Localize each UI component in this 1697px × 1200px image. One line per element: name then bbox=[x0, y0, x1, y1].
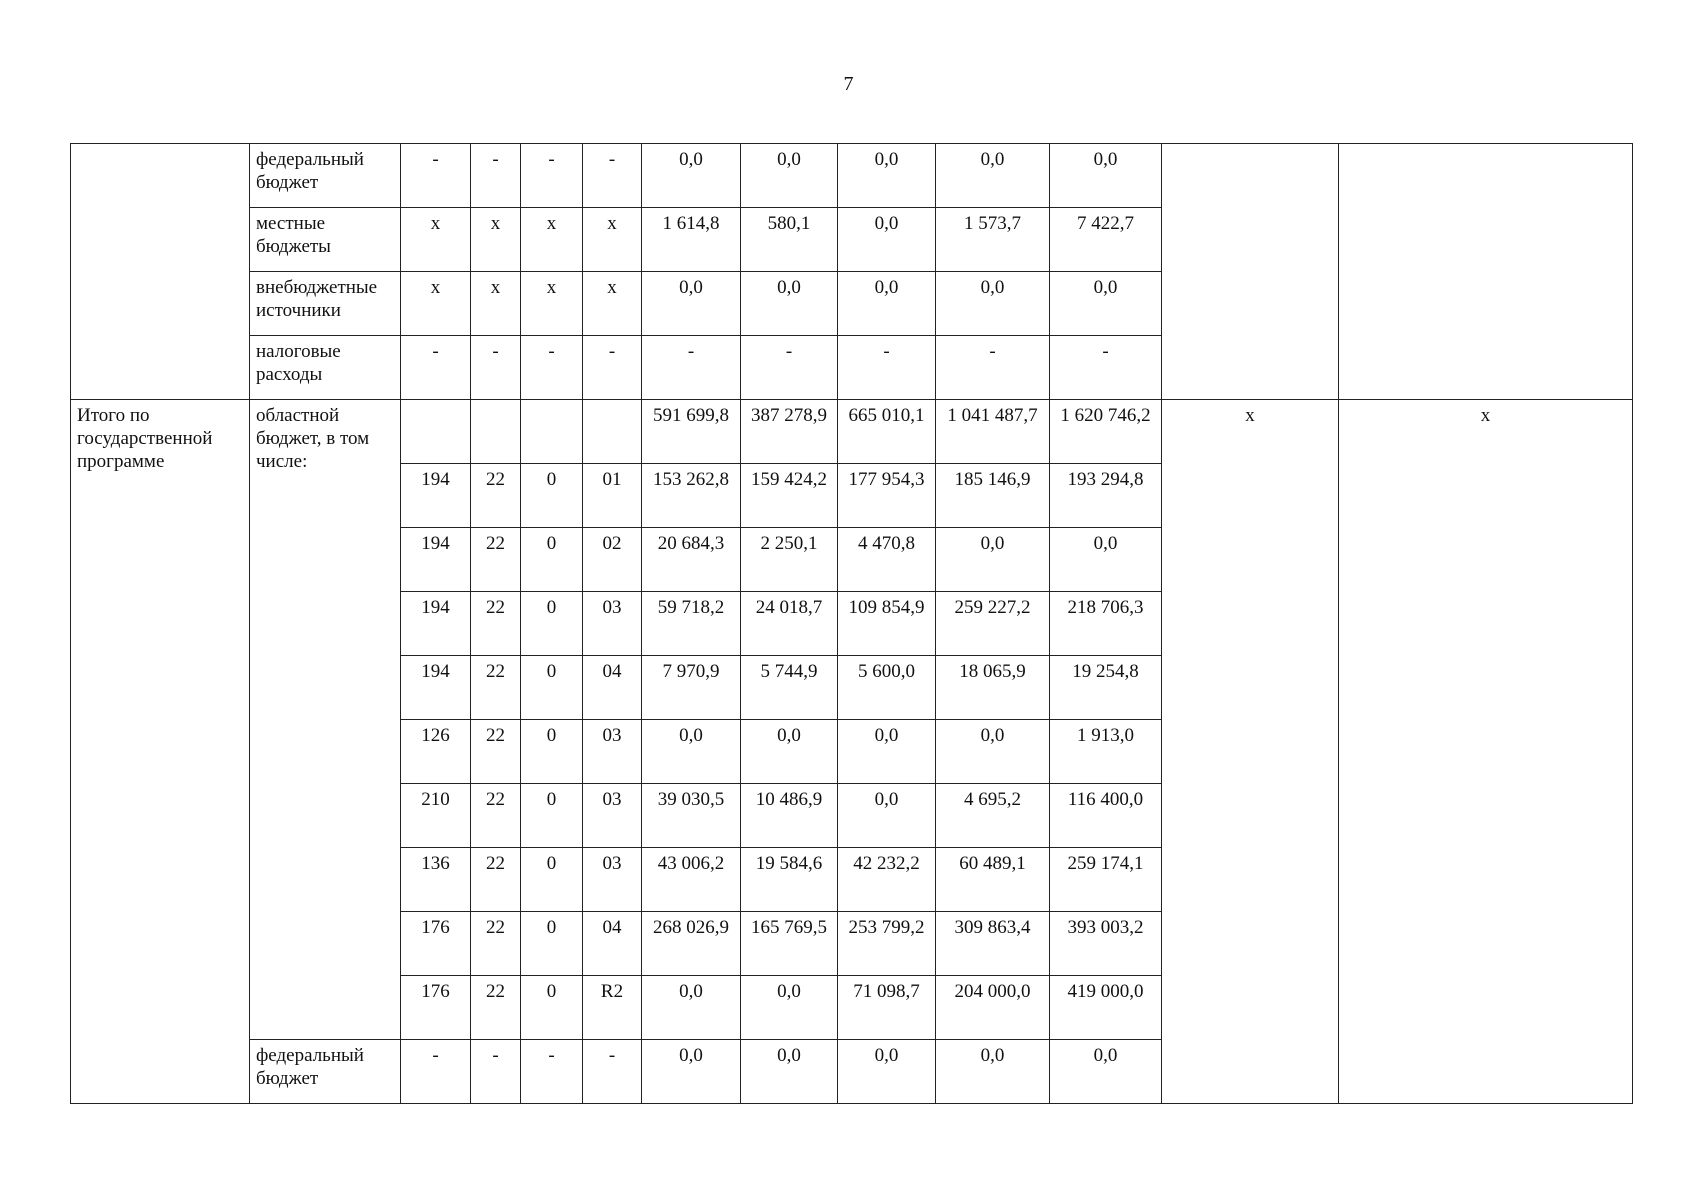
value-cell: 5 744,9 bbox=[741, 656, 838, 720]
code-cell: 04 bbox=[583, 912, 642, 976]
code-cell: - bbox=[401, 1040, 471, 1104]
code-cell: 22 bbox=[471, 720, 521, 784]
value-cell: 18 065,9 bbox=[936, 656, 1050, 720]
value-cell: 580,1 bbox=[741, 208, 838, 272]
value-cell: 1 573,7 bbox=[936, 208, 1050, 272]
code-cell: R2 bbox=[583, 976, 642, 1040]
value-cell: 2 250,1 bbox=[741, 528, 838, 592]
code-cell: 210 bbox=[401, 784, 471, 848]
value-cell: 71 098,7 bbox=[838, 976, 936, 1040]
value-cell: 268 026,9 bbox=[642, 912, 741, 976]
code-cell: - bbox=[471, 1040, 521, 1104]
code-cell: - bbox=[521, 144, 583, 208]
value-cell: 0,0 bbox=[1050, 1040, 1162, 1104]
source-cell: областной бюджет, в том числе: bbox=[250, 400, 401, 1040]
empty-cell bbox=[1162, 144, 1339, 400]
value-cell: 0,0 bbox=[838, 208, 936, 272]
value-cell: 0,0 bbox=[838, 1040, 936, 1104]
value-cell: 193 294,8 bbox=[1050, 464, 1162, 528]
code-cell: 22 bbox=[471, 656, 521, 720]
code-cell: 22 bbox=[471, 592, 521, 656]
code-cell: х bbox=[583, 272, 642, 336]
value-cell: 0,0 bbox=[936, 144, 1050, 208]
code-cell: - bbox=[401, 144, 471, 208]
value-cell: 0,0 bbox=[642, 976, 741, 1040]
code-cell: 0 bbox=[521, 464, 583, 528]
value-cell: 387 278,9 bbox=[741, 400, 838, 464]
value-cell: 159 424,2 bbox=[741, 464, 838, 528]
value-cell: 1 913,0 bbox=[1050, 720, 1162, 784]
value-cell: 109 854,9 bbox=[838, 592, 936, 656]
code-cell: х bbox=[521, 208, 583, 272]
value-cell: 153 262,8 bbox=[642, 464, 741, 528]
table-row bbox=[71, 400, 1633, 464]
value-cell: - bbox=[838, 336, 936, 400]
code-cell: 22 bbox=[471, 464, 521, 528]
value-cell: 0,0 bbox=[1050, 528, 1162, 592]
code-cell: 22 bbox=[471, 912, 521, 976]
value-cell: 204 000,0 bbox=[936, 976, 1050, 1040]
value-cell: 1 620 746,2 bbox=[1050, 400, 1162, 464]
value-cell: 0,0 bbox=[642, 144, 741, 208]
code-cell: - bbox=[583, 1040, 642, 1104]
table-body bbox=[71, 144, 1633, 1104]
code-cell: 22 bbox=[471, 784, 521, 848]
value-cell: - bbox=[1050, 336, 1162, 400]
value-cell: 0,0 bbox=[838, 720, 936, 784]
budget-table bbox=[70, 143, 1633, 1104]
code-cell: 0 bbox=[521, 720, 583, 784]
code-cell: 194 bbox=[401, 656, 471, 720]
value-cell: - bbox=[936, 336, 1050, 400]
value-cell: 185 146,9 bbox=[936, 464, 1050, 528]
source-cell: местные бюджеты bbox=[250, 208, 401, 272]
code-cell: 02 bbox=[583, 528, 642, 592]
value-cell: 0,0 bbox=[936, 528, 1050, 592]
value-cell: 116 400,0 bbox=[1050, 784, 1162, 848]
source-cell: налоговые расходы bbox=[250, 336, 401, 400]
program-total-label: Итого по государственной программе bbox=[71, 400, 250, 1104]
value-cell: - bbox=[741, 336, 838, 400]
code-cell: - bbox=[521, 1040, 583, 1104]
value-cell: 1 614,8 bbox=[642, 208, 741, 272]
value-cell: 0,0 bbox=[741, 144, 838, 208]
value-cell: 19 584,6 bbox=[741, 848, 838, 912]
code-cell: 176 bbox=[401, 912, 471, 976]
value-cell: 259 227,2 bbox=[936, 592, 1050, 656]
code-cell: 03 bbox=[583, 848, 642, 912]
code-cell: - bbox=[583, 144, 642, 208]
value-cell: 43 006,2 bbox=[642, 848, 741, 912]
empty-label-cell bbox=[71, 144, 250, 400]
value-cell: 259 174,1 bbox=[1050, 848, 1162, 912]
empty-cell bbox=[1339, 144, 1633, 400]
code-cell bbox=[401, 400, 471, 464]
code-cell: х bbox=[401, 272, 471, 336]
code-cell: 194 bbox=[401, 464, 471, 528]
code-cell: 03 bbox=[583, 720, 642, 784]
code-cell: х bbox=[471, 272, 521, 336]
code-cell: 0 bbox=[521, 912, 583, 976]
value-cell: 0,0 bbox=[838, 144, 936, 208]
code-cell: х bbox=[401, 208, 471, 272]
value-cell: 5 600,0 bbox=[838, 656, 936, 720]
value-cell: 253 799,2 bbox=[838, 912, 936, 976]
value-cell: 591 699,8 bbox=[642, 400, 741, 464]
value-cell: 0,0 bbox=[936, 720, 1050, 784]
code-cell: 0 bbox=[521, 976, 583, 1040]
value-cell: 0,0 bbox=[936, 272, 1050, 336]
value-cell: 419 000,0 bbox=[1050, 976, 1162, 1040]
value-cell: 19 254,8 bbox=[1050, 656, 1162, 720]
value-cell: 1 041 487,7 bbox=[936, 400, 1050, 464]
value-cell: 0,0 bbox=[741, 976, 838, 1040]
code-cell: 04 bbox=[583, 656, 642, 720]
code-cell: 0 bbox=[521, 528, 583, 592]
value-cell: 0,0 bbox=[741, 1040, 838, 1104]
value-cell: 0,0 bbox=[642, 272, 741, 336]
code-cell: 136 bbox=[401, 848, 471, 912]
code-cell: 0 bbox=[521, 848, 583, 912]
code-cell: 0 bbox=[521, 656, 583, 720]
value-cell: 393 003,2 bbox=[1050, 912, 1162, 976]
code-cell: 194 bbox=[401, 592, 471, 656]
code-cell: - bbox=[471, 336, 521, 400]
value-cell: 0,0 bbox=[936, 1040, 1050, 1104]
source-cell: федеральный бюджет bbox=[250, 144, 401, 208]
value-cell: 39 030,5 bbox=[642, 784, 741, 848]
value-cell: - bbox=[642, 336, 741, 400]
code-cell: х bbox=[471, 208, 521, 272]
value-cell: 0,0 bbox=[1050, 272, 1162, 336]
page-number: 7 bbox=[843, 73, 854, 95]
value-cell: 60 489,1 bbox=[936, 848, 1050, 912]
value-cell: 0,0 bbox=[838, 272, 936, 336]
code-cell: - bbox=[583, 336, 642, 400]
code-cell: 22 bbox=[471, 976, 521, 1040]
value-cell: 0,0 bbox=[741, 272, 838, 336]
code-cell: х bbox=[583, 208, 642, 272]
value-cell: 7 970,9 bbox=[642, 656, 741, 720]
value-cell: 4 470,8 bbox=[838, 528, 936, 592]
value-cell: 59 718,2 bbox=[642, 592, 741, 656]
value-cell: 20 684,3 bbox=[642, 528, 741, 592]
table-row bbox=[71, 144, 1633, 208]
value-cell: 7 422,7 bbox=[1050, 208, 1162, 272]
value-cell: 0,0 bbox=[838, 784, 936, 848]
code-cell bbox=[471, 400, 521, 464]
code-cell: 22 bbox=[471, 528, 521, 592]
value-cell: 218 706,3 bbox=[1050, 592, 1162, 656]
value-cell: 165 769,5 bbox=[741, 912, 838, 976]
code-cell: 22 bbox=[471, 848, 521, 912]
code-cell: 126 bbox=[401, 720, 471, 784]
value-cell: 4 695,2 bbox=[936, 784, 1050, 848]
code-cell: - bbox=[401, 336, 471, 400]
value-cell: 665 010,1 bbox=[838, 400, 936, 464]
mark-cell: х bbox=[1162, 400, 1339, 1104]
code-cell: 0 bbox=[521, 592, 583, 656]
code-cell: 03 bbox=[583, 784, 642, 848]
code-cell: 176 bbox=[401, 976, 471, 1040]
source-cell: федеральный бюджет bbox=[250, 1040, 401, 1104]
code-cell: - bbox=[471, 144, 521, 208]
code-cell: 194 bbox=[401, 528, 471, 592]
value-cell: 24 018,7 bbox=[741, 592, 838, 656]
mark-cell: х bbox=[1339, 400, 1633, 1104]
value-cell: 177 954,3 bbox=[838, 464, 936, 528]
value-cell: 0,0 bbox=[642, 1040, 741, 1104]
value-cell: 309 863,4 bbox=[936, 912, 1050, 976]
value-cell: 0,0 bbox=[1050, 144, 1162, 208]
code-cell bbox=[583, 400, 642, 464]
value-cell: 0,0 bbox=[741, 720, 838, 784]
value-cell: 0,0 bbox=[642, 720, 741, 784]
value-cell: 10 486,9 bbox=[741, 784, 838, 848]
source-cell: внебюджетные источники bbox=[250, 272, 401, 336]
code-cell: - bbox=[521, 336, 583, 400]
value-cell: 42 232,2 bbox=[838, 848, 936, 912]
code-cell bbox=[521, 400, 583, 464]
code-cell: 0 bbox=[521, 784, 583, 848]
code-cell: х bbox=[521, 272, 583, 336]
code-cell: 01 bbox=[583, 464, 642, 528]
code-cell: 03 bbox=[583, 592, 642, 656]
